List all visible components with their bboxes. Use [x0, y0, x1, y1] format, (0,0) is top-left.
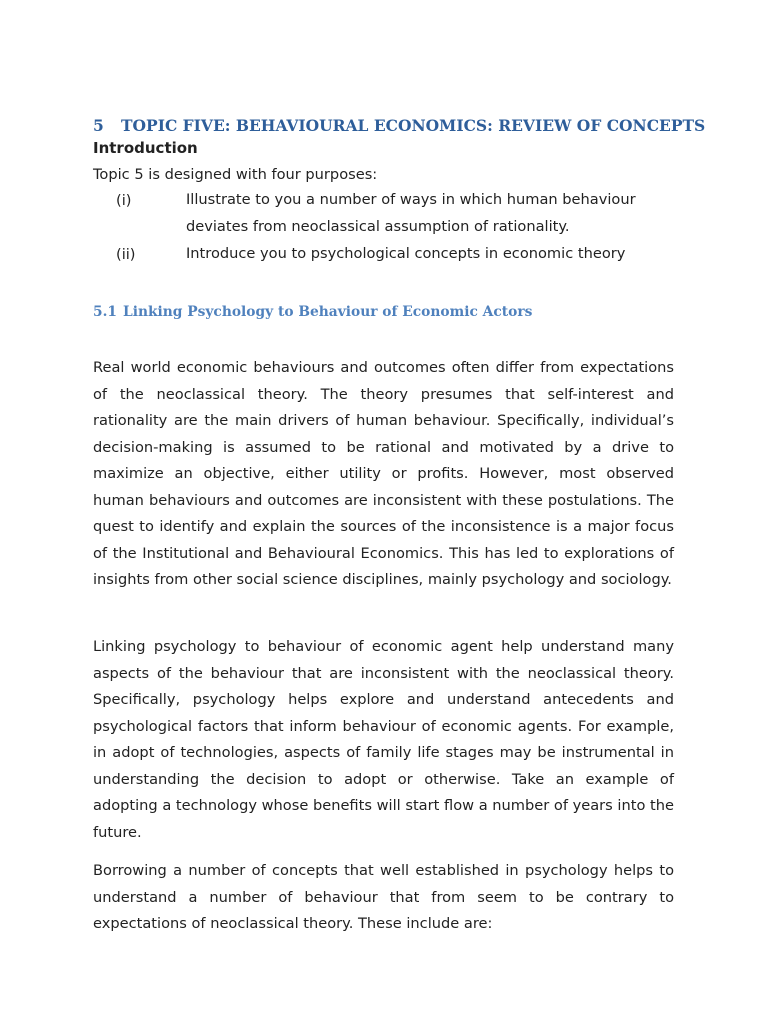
- section-heading: [93, 116, 705, 135]
- list-item-text: Illustrate to you a number of ways in which human behaviour deviates from neoclassical assumption of rationality.: [186, 191, 636, 235]
- subsection-title: Linking Psychology to Behaviour of Economic Actors: [123, 304, 533, 320]
- list-item-marker: (ii): [116, 246, 136, 263]
- list-item-text: Introduce you to psychological concepts in economic theory: [186, 245, 626, 262]
- body-paragraph: Real world economic behaviours and outcomes often differ from expectations of the neoclassical theory. The theory presumes that self-interest and rationality are the main drivers of human behaviour. Specifically, individual’s decision-making is assumed to be rational and motivated by a drive to maximize an objective, either utility or profits. However, most observed human behaviours and outcomes are inconsistent with these postulations. The quest to identify and explain the sources of the inconsistence is a major focus of the Institutional and Behavioural Economics. This has led to explorations of insights from other social science disciplines, mainly psychology and sociology.: [93, 359, 674, 588]
- section-title: TOPIC FIVE: BEHAVIOURAL ECONOMICS: REVIEW OF CONCEPTS: [121, 116, 706, 135]
- subsection-heading: [93, 304, 532, 320]
- introduction-title: Introduction: [93, 139, 198, 157]
- body-paragraph: Linking psychology to behaviour of economic agent help understand many aspects of the behaviour that are inconsistent with the neoclassical theory. Specifically, psychology helps explore and understand antecedents and psychological factors that inform behaviour of economic agents. For example, in adopt of technologies, aspects of family life stages may be instrumental in understanding the decision to adopt or otherwise. Take an example of adopting a technology whose benefits will start flow a number of years into the future.: [93, 638, 674, 841]
- introduction-lead: Topic 5 is designed with four purposes:: [93, 166, 378, 183]
- section-number: 5: [93, 116, 104, 135]
- list-item-marker: (i): [116, 192, 132, 209]
- subsection-number: 5.1: [93, 304, 118, 320]
- body-paragraph: Borrowing a number of concepts that well established in psychology helps to understand a number of behaviour that from seem to be contrary to expectations of neoclassical theory. These include are:: [93, 862, 674, 932]
